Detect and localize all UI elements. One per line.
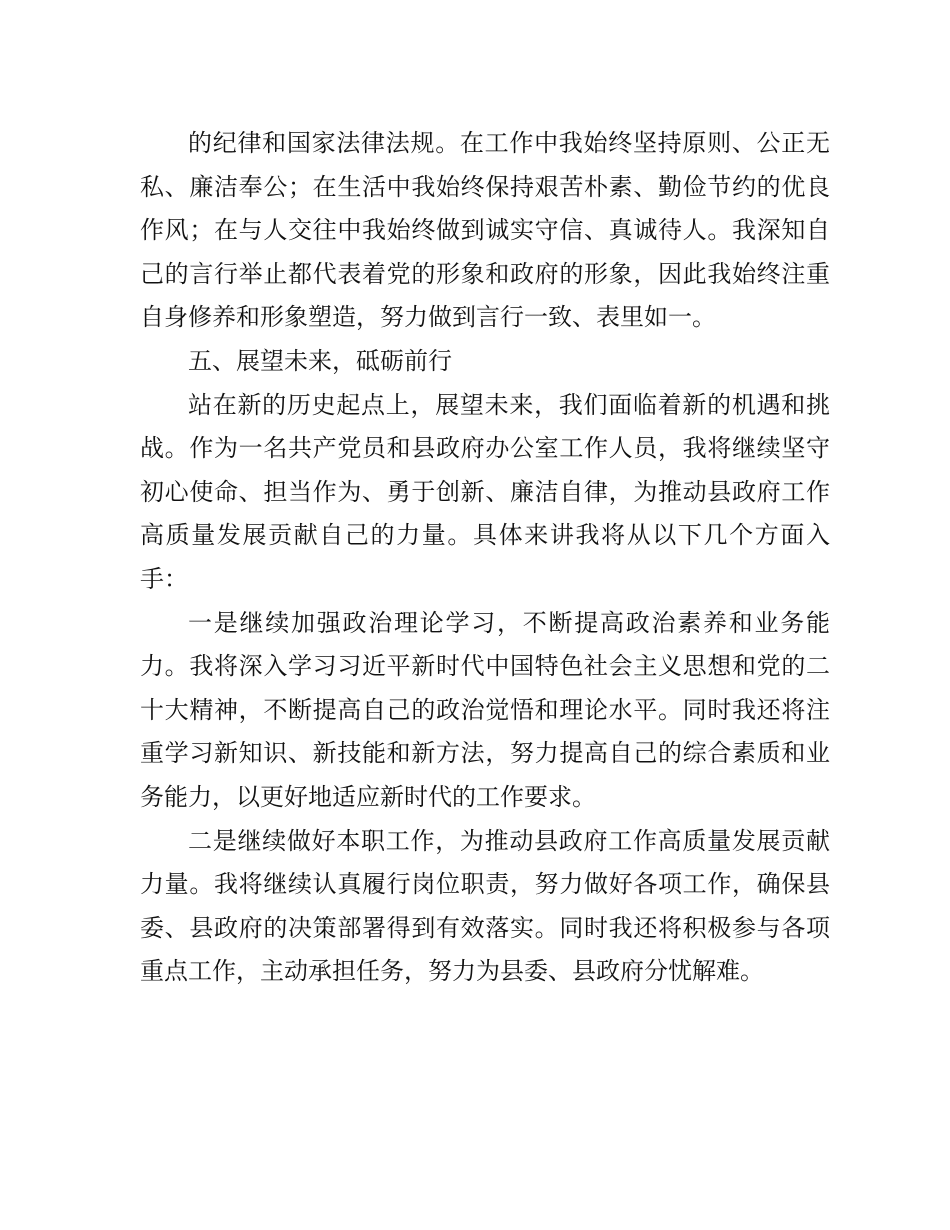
section-heading-outlook: 五、展望未来，砥砺前行: [188, 346, 452, 375]
paragraph-discipline: 的纪律和国家法律法规。在工作中我始终坚持原则、公正无私、廉洁奉公；在生活中我始终保持艰苦朴素、勤俭节约的优良作风；在与人交往中我始终做到诚实守信、真诚待人。我深知自己的言行举止都代表着党的形象和政府的形象，因此我始终注重自身修养和形象塑造，努力做到言行一致、表里如一。: [140, 129, 830, 332]
paragraph-point-two: 二是继续做好本职工作，为推动县政府工作高质量发展贡献力量。我将继续认真履行岗位职责，努力做好各项工作，确保县委、县政府的决策部署得到有效落实。同时我还将积极参与各项重点工作，主动承担任务，努力为县委、县政府分忧解难。: [140, 826, 830, 986]
paragraph-outlook-intro: 站在新的历史起点上，展望未来，我们面临着新的机遇和挑战。作为一名共产党员和县政府办公室工作人员，我将继续坚守初心使命、担当作为、勇于创新、廉洁自律，为推动县政府工作高质量发展贡献自己的力量。具体来讲我将从以下几个方面入手：: [140, 390, 830, 593]
paragraph-point-one: 一是继续加强政治理论学习，不断提高政治素养和业务能力。我将深入学习习近平新时代中国特色社会主义思想和党的二十大精神，不断提高自己的政治觉悟和理论水平。同时我还将注重学习新知识、新技能和新方法，努力提高自己的综合素质和业务能力，以更好地适应新时代的工作要求。: [140, 608, 830, 811]
document-body: [140, 122, 830, 994]
